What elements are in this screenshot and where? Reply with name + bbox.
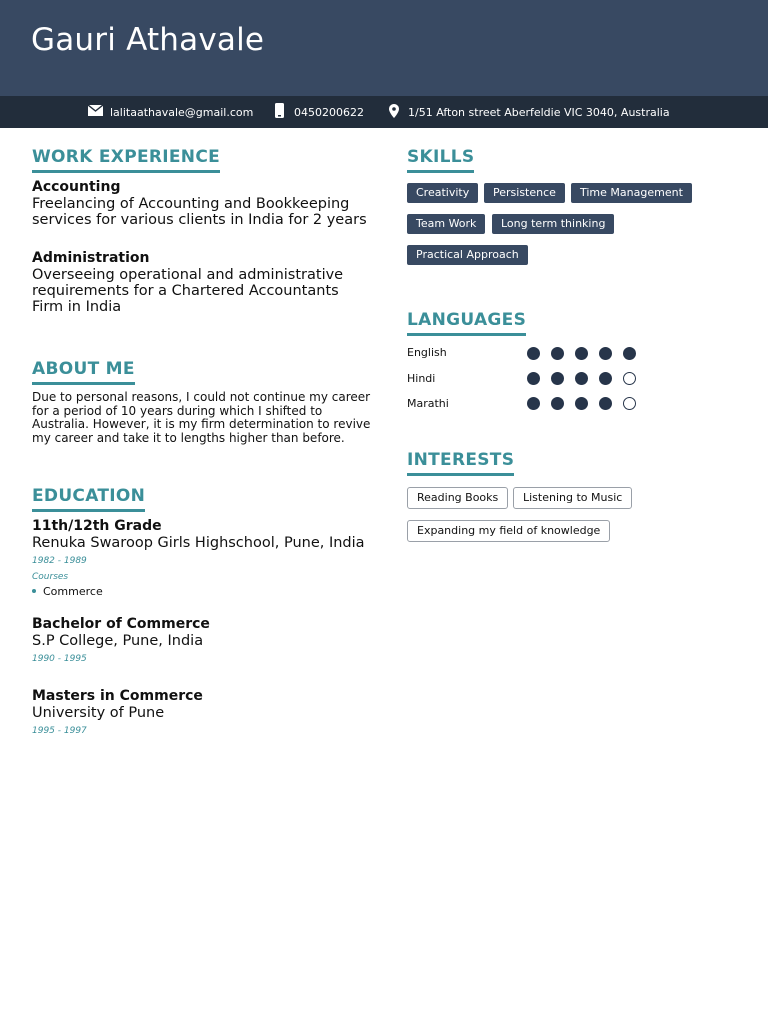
work-experience-heading: WORK EXPERIENCE — [32, 147, 220, 173]
level-dot-filled — [575, 347, 588, 360]
level-dot-filled — [575, 372, 588, 385]
courses-label: Courses — [32, 572, 69, 582]
location-pin-icon — [389, 104, 399, 121]
contact-email[interactable] — [88, 96, 253, 128]
skill-tag: Practical Approach — [407, 245, 528, 265]
work-role: Accounting — [32, 179, 121, 195]
level-dot-filled — [527, 397, 540, 410]
phone-text: 0450200622 — [294, 105, 364, 119]
skill-tag: Time Management — [571, 183, 692, 203]
about-me-line: Due to personal reasons, I could not continue my career — [32, 390, 371, 404]
work-description-line: requirements for a Chartered Accountants — [32, 283, 339, 299]
email-text: lalitaathavale@gmail.com — [110, 105, 254, 119]
work-description-line: services for various clients in India for 2 years — [32, 212, 367, 228]
level-dot-filled — [599, 372, 612, 385]
education-degree: Masters in Commerce — [32, 688, 203, 704]
level-dot-filled — [527, 372, 540, 385]
interest-tag: Listening to Music — [513, 487, 632, 509]
education-dates: 1995 - 1997 — [32, 726, 87, 736]
level-dot-empty — [623, 397, 636, 410]
contact-address — [389, 96, 670, 128]
bullet-icon — [32, 589, 36, 593]
work-description-line: Freelancing of Accounting and Bookkeeping — [32, 196, 350, 212]
language-name: Marathi — [407, 397, 449, 410]
about-me-heading: ABOUT ME — [32, 359, 135, 385]
skill-tag: Long term thinking — [492, 214, 614, 234]
level-dot-filled — [551, 397, 564, 410]
work-description-line: Overseeing operational and administrative — [32, 267, 344, 283]
skills-heading: SKILLS — [407, 147, 474, 173]
work-description-line: Firm in India — [32, 299, 122, 315]
contact-phone[interactable] — [275, 96, 364, 128]
course-item: Commerce — [32, 585, 103, 598]
skill-tag: Creativity — [407, 183, 478, 203]
interests-heading: INTERESTS — [407, 450, 514, 476]
education-dates: 1990 - 1995 — [32, 654, 87, 664]
language-level-english — [527, 347, 636, 360]
resume-header — [0, 0, 768, 96]
level-dot-filled — [599, 397, 612, 410]
education-degree: 11th/12th Grade — [32, 518, 162, 534]
education-school: S.P College, Pune, India — [32, 633, 204, 649]
level-dot-filled — [623, 347, 636, 360]
skill-tag: Team Work — [407, 214, 485, 234]
education-school: Renuka Swaroop Girls Highschool, Pune, India — [32, 535, 365, 551]
languages-heading: LANGUAGES — [407, 310, 526, 336]
contact-bar — [0, 96, 768, 128]
envelope-icon — [88, 105, 103, 119]
level-dot-filled — [527, 347, 540, 360]
interest-tag: Expanding my field of knowledge — [407, 520, 610, 542]
language-name: English — [407, 346, 447, 359]
about-me-line: for a period of 10 years during which I shifted to — [32, 403, 323, 418]
education-school: University of Pune — [32, 705, 165, 721]
education-heading: EDUCATION — [32, 486, 145, 512]
level-dot-empty — [623, 372, 636, 385]
candidate-name: Gauri Athavale — [31, 22, 265, 58]
interest-tag: Reading Books — [407, 487, 508, 509]
level-dot-filled — [551, 347, 564, 360]
level-dot-filled — [551, 372, 564, 385]
phone-icon — [275, 103, 284, 121]
language-level-hindi — [527, 372, 636, 385]
level-dot-filled — [599, 347, 612, 360]
language-name: Hindi — [407, 372, 436, 385]
work-role: Administration — [32, 250, 150, 266]
level-dot-filled — [575, 397, 588, 410]
education-dates: 1982 - 1989 — [32, 556, 87, 566]
about-me-line: Australia. However, it is my firm determination to revive — [32, 417, 371, 431]
address-text: 1/51 Afton street Aberfeldie VIC 3040, Australia — [408, 105, 670, 119]
language-level-marathi — [527, 397, 636, 410]
education-degree: Bachelor of Commerce — [32, 616, 210, 632]
skill-tag: Persistence — [484, 183, 565, 203]
about-me-line: my career and take it to lengths higher than before. — [32, 430, 345, 445]
